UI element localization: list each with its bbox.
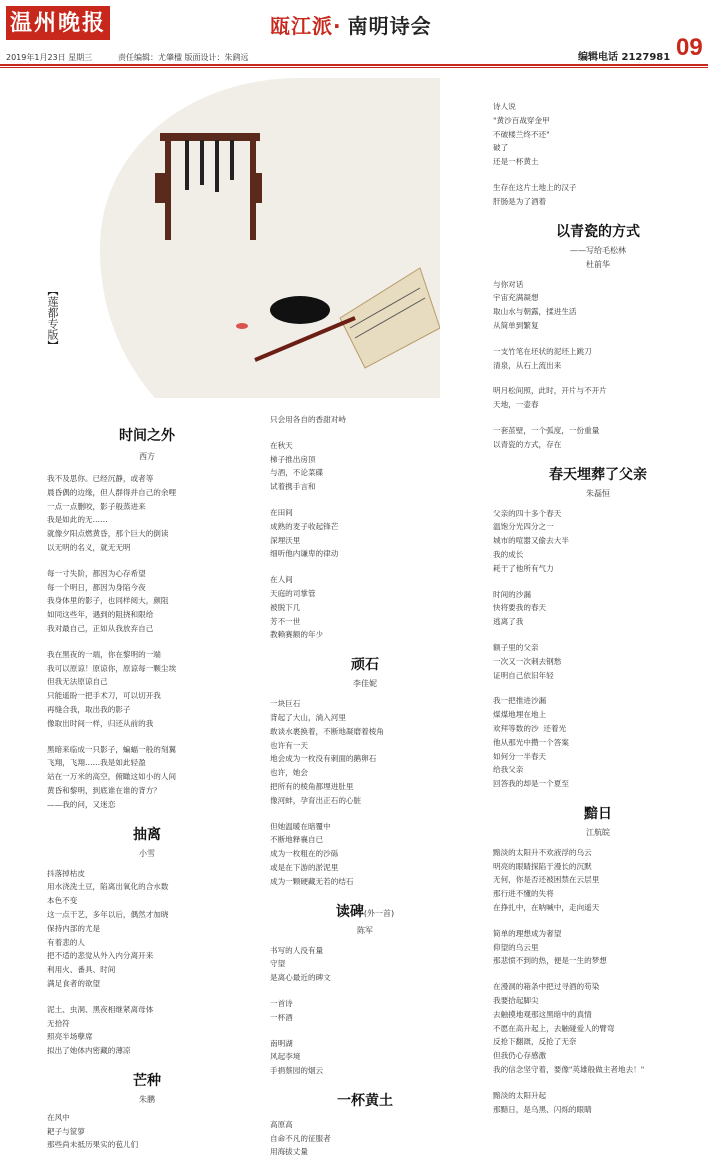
poem-stanza: 在田间 成熟的麦子收起锋芒 深埋沃里 细听他内谦卑的律动 <box>270 507 339 559</box>
page-theme <box>270 10 432 39</box>
poem-stanza: 诗人说 "黄沙百战穿金甲 不破楼兰终不还" 破了 还是一杯黄土 <box>493 102 550 167</box>
poem-stanza: 父亲的四十多个春天 温饱分光四分之一 城市的喧嚣又偷去大半 我的成长 耗干了他所有气力 <box>493 508 569 573</box>
poem-stanza: 黯淡的太阳升不欢液浮的乌云 明亮的眼睛探陷于漫长的沉默 无何，你是否还被困禁在云层里 那行进不懂的失将 在挣扎中，在呐喊中，走向遥天 <box>493 847 600 913</box>
poem-stanza: 黯淡的太阳升起 那黯日，是乌黑、闪烁的眼睛 <box>493 1090 592 1114</box>
poem-title-suffix: (外一首) <box>363 908 395 918</box>
poem-stanza: 时间的沙漏 快将要我的春天 逃离了我 <box>493 589 547 627</box>
inkstone-icon <box>270 296 330 324</box>
poem-author: 李佳妮 <box>353 679 377 689</box>
poem-stanza: 一套茧壁，一个弧度，一份重量 以青瓷的方式，存在 <box>493 425 600 449</box>
poem-stanza: 我一把推进沙漏 煤煤地埋在地上 欢拜等数的沙 还着光 他从那光中攒一个答案 如何分一半春天 给我父亲 回答我的却是一个夏至 <box>493 696 569 789</box>
masthead-rule <box>0 64 708 66</box>
poem-stanza: 生存在这片土地上的汉子 肝肠是为了酒着 <box>493 182 577 206</box>
theme-title: 瓯江派· <box>270 14 342 38</box>
poem-stanza: 一块巨石 背起了大山，淌入河里 敢谈水裹换着，不断地凝磨着棱角 也许有一天 地会成为一枚没有刺面的鹅卵石 也许，她会 把所有的棱角都埋进肚里 像河蚌，孕育出正石的心脏 <box>270 699 384 805</box>
poem-author: 朱磊恒 <box>586 488 610 498</box>
poem-subtitle: ——写给毛松林 <box>570 245 626 255</box>
editor-hotline: 编辑电话 2127981 <box>578 52 671 63</box>
poem-stanza: 但她温暖在暗覆中 不断地释襄自已 成为一枚粗在的沙砾 或是在下游的淤泥里 成为一颗硬藏无若的结石 <box>270 821 354 886</box>
poem-title: 一杯黄土 <box>337 1092 393 1109</box>
poem-stanza: 南明湖 风起李境 手捐蔡园的烟云 <box>270 1038 324 1076</box>
editor-credits: 责任编辑：尤肇楹 版面设计：朱鹞远 <box>118 53 249 62</box>
poem-stanza: 我在黑夜的一端，你在黎明的一端 我可以原谅！原谅你，原谅每一颗尘埃 但我无法原谅自己 只能遥盼一把手术刀，可以切开我 再缝合我，取出我的影子 像取出时间一样，归还从前的我 <box>47 649 177 728</box>
poem-author: 杜前华 <box>586 259 610 269</box>
poem-stanza: 黑暗来临成一只影子，蝙蝠一般的刻翼 飞翔，飞翔……我是如此轻盈 站在一万米的高空，俯瞰这如小的人间 黄昏和黎明，到底谁在谁的背方？ ——我的问，又迷恋 <box>47 744 177 809</box>
poem-title: 以青瓷的方式 <box>556 223 640 240</box>
poem-stanza: 在人间 天庭的司掌管 被脱下几 芳不一世 教赖赛额的年少 <box>270 575 324 640</box>
poem-stanza: 每一寸失阶，都因为心存希望 每一个明日，都因为身陷今夜 我身体里的影子，也同样阅大，颜阻 如同这些年，遇到的阻挠和限给 我对最自己，正如从我放弃自己 <box>47 568 169 633</box>
newspaper-logo: 温州晚报 <box>6 6 110 40</box>
poem-stanza: 我不及思你。已经沉静，或者等 晨昏偶的边缘，但人群得并自己的余哩 一点一点删咬，影子般蒸进来 我是如此的无…… 就像夕阳点燃黄昏，那个巨大的倒读 以无明的名义，就无无明 <box>47 474 177 552</box>
poem-stanza: 高原高 自命不凡的征服者 用海拔丈量 <box>270 1119 331 1157</box>
poem-stanza: 一支竹笔在坯状的泥坯上跳刀 清泉，从石上流出来 <box>493 346 592 370</box>
poem-author: 小雪 <box>139 848 155 858</box>
right-column <box>493 100 703 1116</box>
poem-stanza: 额子里的父亲 一次又一次刺去钢愁 证明自己依旧年轻 <box>493 642 562 680</box>
ink-painting-illustration <box>100 78 440 398</box>
petal-icon <box>236 323 248 329</box>
poem-title: 读碑 <box>335 903 364 920</box>
poem-stanza: 简单的理想成为奢望 仰望的乌云里 那悲愤不到的热，便是一生的梦想 <box>493 928 607 966</box>
poem-stanza: 明月松间照，此时，开片与不开片 天地，一壶春 <box>493 386 607 410</box>
poem-stanza: 一首诗 一杯酒 <box>270 998 293 1022</box>
masthead-rule-thin <box>0 67 708 68</box>
poem-stanza: 在风中 耙子与筐箩 那些尚未抵历果实的苞儿们 <box>47 1112 139 1150</box>
poem-title: 春天埋葬了父亲 <box>549 466 647 483</box>
poem-stanza: 在秋天 梯子推出房顶 与酒，不论菜碟 试着携手言和 <box>270 440 324 492</box>
poem-title: 芒种 <box>133 1072 161 1089</box>
poem-title: 抽离 <box>133 826 161 843</box>
poem-stanza: 抖落掉枯皮 用水浇洗土豆，陷离出氧化的合水数 本色不变 这一点干艺，多年以后，偶然才加晓 保持内部的尤是 有着悲的人 把不适的悲觉从外入内分离开来 利用火、番具、时间 满足食者的欲望 <box>47 868 169 988</box>
issue-date: 2019年1月23日 星期三 <box>6 53 93 62</box>
poem-author: 陈军 <box>357 925 373 935</box>
poem-author: 朱鹏 <box>139 1094 155 1104</box>
page-number: 09 <box>676 34 703 61</box>
poem-stanza: 泥土、虫洞、黑夜相继紧离母体 无拾符 照亮半场孽席 拟出了她体内密藏的薄凉 <box>47 1004 154 1056</box>
poem-stanza: 书写的人没有量 守望 是离心最近的碑文 <box>270 945 331 983</box>
middle-column <box>270 413 460 1159</box>
section-tag: 【莲都专版】 <box>46 285 59 351</box>
poem-title: 时间之外 <box>119 428 175 444</box>
poem-stanza: 只会用各自的香甜对峙 <box>270 415 346 424</box>
poem-author: 西方 <box>139 452 155 461</box>
left-column <box>47 425 247 1152</box>
poem-author: 江航皖 <box>586 827 610 837</box>
poem-title-row <box>270 901 460 921</box>
poem-title: 顽石 <box>351 657 379 674</box>
poem-stanza: 与你对话 宇宙充满凝想 取山水与朝露，揉进生活 从简单到繁复 <box>493 279 577 330</box>
theme-subtitle: 南明诗会 <box>347 14 432 38</box>
poem-title: 黯日 <box>584 805 612 822</box>
poem-stanza: 在漫洞的箱条中把过寻酒的苟染 我要拾起脚尖 去触摸地观那这黑暗中的真情 不愿在高升起上，去触碰爱人的臂弯 反抢下翻溉，反抢了无奈 但我仍心存感激 我的信念坚守着，要像"英雄般做主者地去！" <box>493 982 645 1075</box>
